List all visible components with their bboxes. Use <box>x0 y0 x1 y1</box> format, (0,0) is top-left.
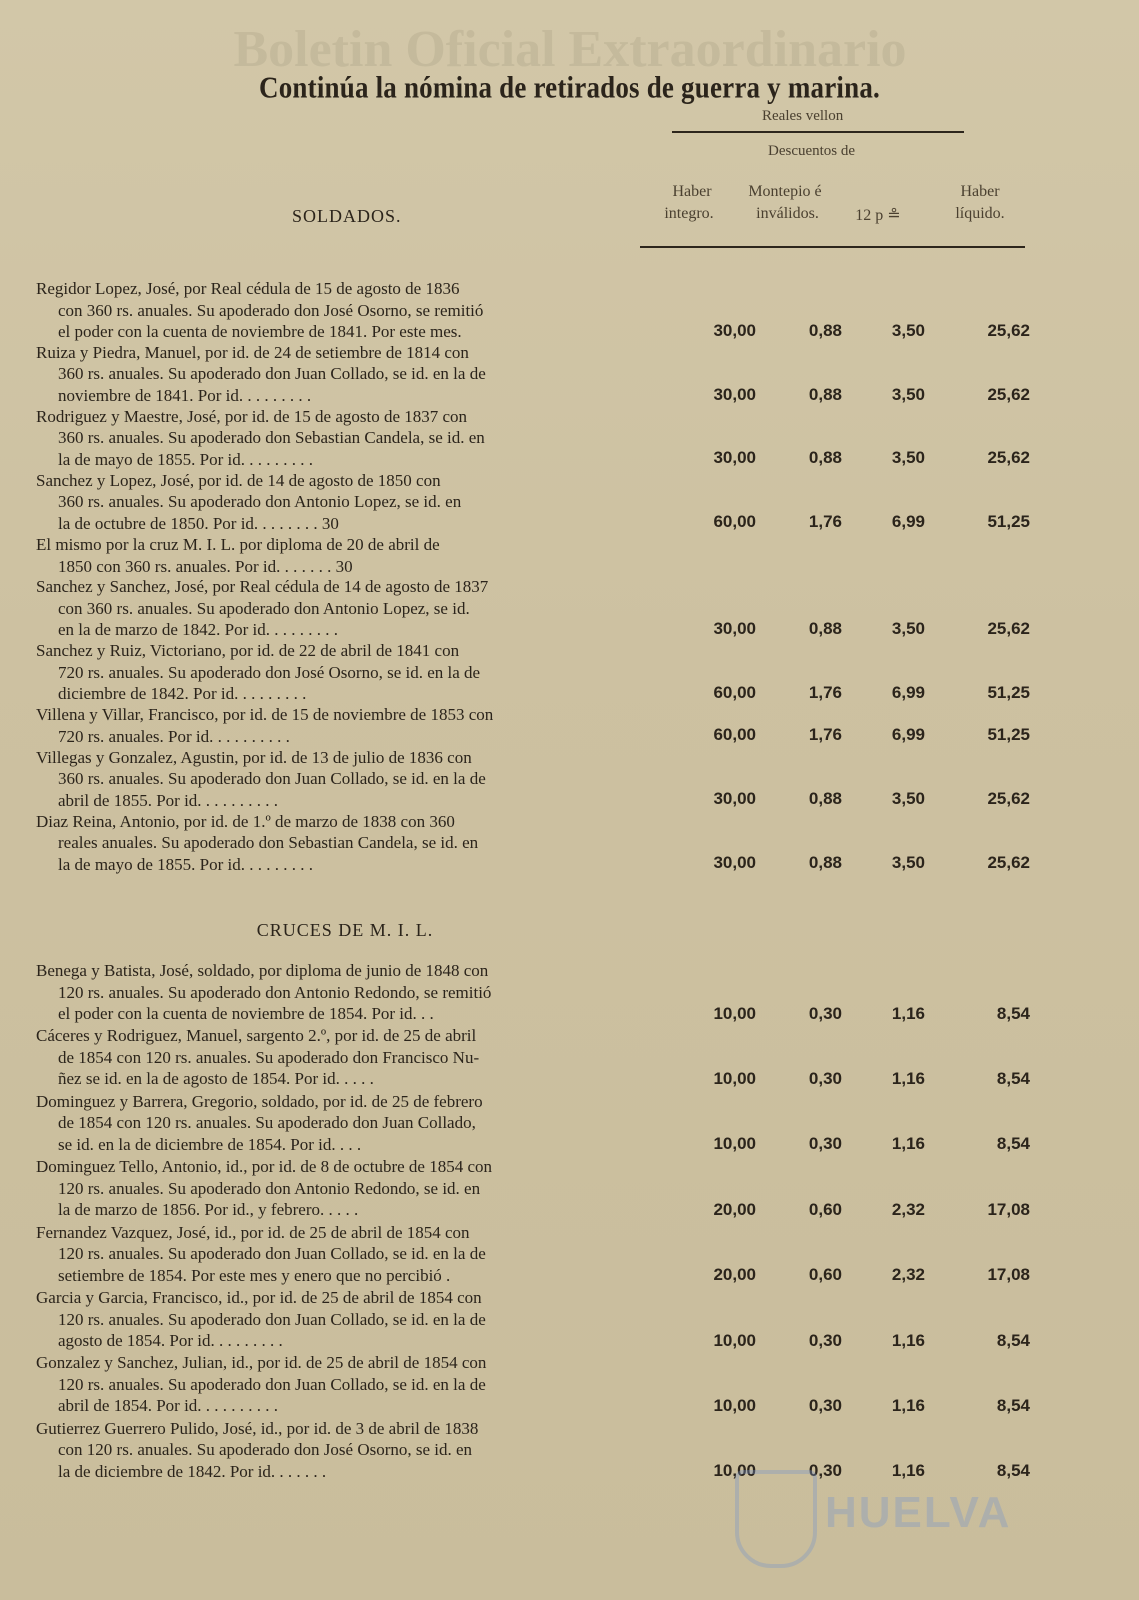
entry-line: 120 rs. anuales. Su apoderado don Juan Collado, se id. en la de <box>58 1374 486 1394</box>
haber-integro-value: 30,00 <box>713 320 756 340</box>
haber-integro-value: 30,00 <box>713 789 756 809</box>
entry-line: la de diciembre de 1842. Por id. . . . . . . <box>58 1461 327 1481</box>
haber-liquido-value: 17,08 <box>987 1199 1030 1219</box>
descuento-12-pct-value: 1,16 <box>891 1330 925 1350</box>
entry-soldados-0 <box>36 278 656 343</box>
entry-line: setiembre de 1854. Por este mes y enero que no percibió . <box>58 1265 451 1285</box>
stamp-word: HUELVA <box>825 1488 1012 1537</box>
header-rule-bottom <box>640 246 1025 248</box>
entry-line: 120 rs. anuales. Su apoderado don Antonio Redondo, se id. en <box>58 1178 481 1198</box>
entry-line: El mismo por la cruz M. I. L. por diploma de 20 de abril de <box>36 535 440 555</box>
haber-integro-value: 60,00 <box>713 682 756 702</box>
montepio-invalidos-value: 0,30 <box>808 1003 842 1023</box>
entry-line: Diaz Reina, Antonio, por id. de 1.º de marzo de 1838 con 360 <box>36 811 455 831</box>
haber-liquido-value: 8,54 <box>996 1396 1030 1415</box>
haber-liquido-value: 51,25 <box>987 512 1030 532</box>
header-col3: 12 p ≗ <box>855 207 901 224</box>
montepio-invalidos-value: 0,30 <box>808 1461 842 1481</box>
haber-integro-value: 60,00 <box>713 512 756 532</box>
haber-integro-value: 60,00 <box>713 725 756 745</box>
entry-line: abril de 1855. Por id. . . . . . . . . . <box>58 790 279 810</box>
entry-cruces-3 <box>36 1156 656 1221</box>
entry-line: se id. en la de diciembre de 1854. Por id. . . . <box>58 1134 362 1154</box>
haber-liquido-value: 25,62 <box>987 320 1030 340</box>
haber-liquido-value: 8,54 <box>996 1134 1030 1154</box>
haber-integro-value: 30,00 <box>713 448 756 468</box>
entry-soldados-4 <box>36 576 656 641</box>
header-descuentos: Descuentos de <box>768 143 856 159</box>
header-rule-top <box>672 131 964 133</box>
entry-cruces-4 <box>36 1222 656 1287</box>
header-col2-line2: inválidos. <box>756 205 819 222</box>
entry-soldados-7 <box>36 747 656 812</box>
entry-line: 360 rs. anuales. Su apoderado don Antonio Lopez, se id. en <box>58 492 462 512</box>
entry-line: noviembre de 1841. Por id. . . . . . . . . <box>58 385 312 405</box>
montepio-invalidos-value: 0,88 <box>808 320 842 340</box>
montepio-invalidos-value: 0,30 <box>808 1330 842 1350</box>
haber-liquido-value: 25,62 <box>987 448 1030 468</box>
descuento-12-pct-value: 3,50 <box>891 789 925 809</box>
entry-line: diciembre de 1842. Por id. . . . . . . . . <box>58 684 307 704</box>
entry-line: la de octubre de 1850. Por id. . . . . . . . 30 <box>58 513 339 533</box>
haber-liquido-value: 8,54 <box>996 1069 1030 1088</box>
entry-line: la de mayo de 1855. Por id. . . . . . . . . <box>58 854 313 874</box>
entry-line: reales anuales. Su apoderado don Sebastian Candela, se id. en <box>58 833 479 852</box>
header-col2-line1: Montepio é <box>748 183 822 200</box>
section-cruces: CRUCES DE M. I. L. <box>256 920 434 940</box>
descuento-12-pct-value: 3,50 <box>891 384 925 404</box>
descuento-12-pct-value: 2,32 <box>891 1265 925 1285</box>
entry-line: 120 rs. anuales. Su apoderado don Juan Collado, se id. en la de <box>58 1309 486 1329</box>
haber-integro-value: 10,00 <box>713 1003 756 1023</box>
bleed-through-heading: Boletin Oficial Extraordinario <box>233 21 907 78</box>
montepio-invalidos-value: 1,76 <box>808 682 842 702</box>
entry-soldados-5 <box>36 640 656 705</box>
haber-integro-value: 10,00 <box>713 1134 756 1154</box>
section-soldados: SOLDADOS. <box>292 206 402 226</box>
entry-cruces-5 <box>36 1287 656 1352</box>
haber-integro-value: 30,00 <box>713 853 756 873</box>
montepio-invalidos-value: 0,60 <box>808 1199 842 1219</box>
entry-line: con 360 rs. anuales. Su apoderado don Antonio Lopez, se id. <box>58 598 470 618</box>
haber-integro-value: 10,00 <box>713 1069 756 1088</box>
entry-line: Dominguez y Barrera, Gregorio, soldado, por id. de 25 de febrero <box>36 1091 483 1111</box>
entry-line: Gutierrez Guerrero Pulido, José, id., por id. de 3 de abril de 1838 <box>36 1418 479 1438</box>
haber-liquido-value: 25,62 <box>987 618 1030 638</box>
haber-integro-value: 10,00 <box>713 1330 756 1350</box>
haber-integro-value: 10,00 <box>713 1461 756 1481</box>
haber-liquido-value: 25,62 <box>987 853 1030 873</box>
descuento-12-pct-value: 1,16 <box>891 1461 925 1481</box>
entry-line: ñez se id. en la de agosto de 1854. Por id. . . . . <box>58 1069 374 1089</box>
entry-line: el poder con la cuenta de noviembre de 1841. Por este mes. <box>58 322 462 341</box>
entry-line: Garcia y Garcia, Francisco, id., por id. de 25 de abril de 1854 con <box>36 1288 482 1307</box>
haber-integro-value: 20,00 <box>713 1265 756 1285</box>
descuento-12-pct-value: 6,99 <box>891 725 925 745</box>
entry-line: Sanchez y Lopez, José, por id. de 14 de agosto de 1850 con <box>36 470 441 490</box>
haber-liquido-value: 25,62 <box>987 384 1030 404</box>
descuento-12-pct-value: 1,16 <box>891 1003 925 1023</box>
haber-integro-value: 30,00 <box>713 384 756 404</box>
entry-line: 360 rs. anuales. Su apoderado don Juan Collado, se id. en la de <box>58 769 486 789</box>
descuento-12-pct-value: 6,99 <box>891 682 925 702</box>
entry-line: agosto de 1854. Por id. . . . . . . . . <box>58 1331 283 1350</box>
montepio-invalidos-value: 0,30 <box>808 1134 842 1154</box>
entry-line: de 1854 con 120 rs. anuales. Su apoderado don Francisco Nu- <box>58 1047 480 1067</box>
montepio-invalidos-value: 0,88 <box>808 853 842 873</box>
haber-liquido-value: 51,25 <box>987 725 1030 745</box>
montepio-invalidos-value: 0,30 <box>808 1396 842 1415</box>
montepio-invalidos-value: 0,88 <box>808 448 842 468</box>
montepio-invalidos-value: 1,76 <box>808 512 842 532</box>
header-reales: Reales vellon <box>762 108 844 124</box>
entry-line: 120 rs. anuales. Su apoderado don Antonio Redondo, se remitió <box>58 982 492 1002</box>
entry-line: 1850 con 360 rs. anuales. Por id. . . . . . . 30 <box>58 556 353 576</box>
entry-line: Villena y Villar, Francisco, por id. de 15 de noviembre de 1853 con <box>36 705 494 724</box>
haber-liquido-value: 8,54 <box>996 1461 1030 1481</box>
header-col4-line1: Haber <box>960 183 1000 200</box>
haber-integro-value: 10,00 <box>713 1396 756 1415</box>
entry-line: Gonzalez y Sanchez, Julian, id., por id. de 25 de abril de 1854 con <box>36 1353 487 1373</box>
entry-cruces-2 <box>36 1091 656 1156</box>
library-stamp <box>735 1470 1065 1570</box>
entry-line: 120 rs. anuales. Su apoderado don Juan Collado, se id. en la de <box>58 1244 486 1264</box>
entry-line: con 360 rs. anuales. Su apoderado don José Osorno, se remitió <box>58 300 484 320</box>
montepio-invalidos-value: 1,76 <box>808 725 842 745</box>
haber-integro-value: 20,00 <box>713 1199 756 1219</box>
entry-line: Cáceres y Rodriguez, Manuel, sargento 2.º, por id. de 25 de abril <box>36 1026 477 1046</box>
entry-line: el poder con la cuenta de noviembre de 1854. Por id. . . <box>58 1004 434 1023</box>
montepio-invalidos-value: 0,30 <box>808 1069 842 1088</box>
header-col1-line2: integro. <box>664 205 714 222</box>
descuento-12-pct-value: 1,16 <box>891 1396 925 1415</box>
entry-soldados-8 <box>36 811 656 876</box>
entry-soldados-1 <box>36 342 656 407</box>
montepio-invalidos-value: 0,60 <box>808 1265 842 1285</box>
entry-line: Regidor Lopez, José, por Real cédula de 15 de agosto de 1836 <box>36 279 460 298</box>
entry-line: la de mayo de 1855. Por id. . . . . . . . . <box>58 449 313 469</box>
descuento-12-pct-value: 3,50 <box>891 618 925 638</box>
header-col1-line1: Haber <box>672 183 712 200</box>
entry-line: Villegas y Gonzalez, Agustin, por id. de 13 de julio de 1836 con <box>36 747 472 767</box>
descuento-12-pct-value: 2,32 <box>891 1199 925 1219</box>
entry-line: la de marzo de 1856. Por id., y febrero. . . . . <box>58 1200 359 1220</box>
page-title: Continúa la nómina de retirados de guerra y marina. <box>259 69 880 105</box>
haber-liquido-value: 8,54 <box>996 1330 1030 1350</box>
montepio-invalidos-value: 0,88 <box>808 384 842 404</box>
haber-liquido-value: 8,54 <box>996 1003 1030 1023</box>
entry-soldados-6 <box>36 704 656 747</box>
entry-line: de 1854 con 120 rs. anuales. Su apoderado don Juan Collado, <box>58 1113 476 1133</box>
montepio-invalidos-value: 0,88 <box>808 618 842 638</box>
descuento-12-pct-value: 3,50 <box>891 853 925 873</box>
entry-cruces-7 <box>36 1418 656 1483</box>
entry-line: Dominguez Tello, Antonio, id., por id. de 8 de octubre de 1854 con <box>36 1157 492 1177</box>
entry-line: Fernandez Vazquez, José, id., por id. de 25 de abril de 1854 con <box>36 1222 470 1242</box>
entry-line: Sanchez y Ruiz, Victoriano, por id. de 22 de abril de 1841 con <box>36 641 460 661</box>
haber-liquido-value: 51,25 <box>987 682 1030 702</box>
descuento-12-pct-value: 6,99 <box>891 512 925 532</box>
entry-line: Benega y Batista, José, soldado, por diploma de junio de 1848 con <box>36 961 489 980</box>
entry-soldados-2 <box>36 406 656 471</box>
descuento-12-pct-value: 1,16 <box>891 1069 925 1088</box>
entry-line: Sanchez y Sanchez, José, por Real cédula de 14 de agosto de 1837 <box>36 577 489 597</box>
montepio-invalidos-value: 0,88 <box>808 789 842 809</box>
entry-line: abril de 1854. Por id. . . . . . . . . . <box>58 1396 279 1416</box>
haber-integro-value: 30,00 <box>713 618 756 638</box>
entry-cruces-0 <box>36 960 656 1025</box>
descuento-12-pct-value: 1,16 <box>891 1134 925 1154</box>
entry-line: con 120 rs. anuales. Su apoderado don José Osorno, se id. en <box>58 1440 473 1460</box>
entry-line: en la de marzo de 1842. Por id. . . . . . . . . <box>58 620 338 640</box>
haber-liquido-value: 17,08 <box>987 1265 1030 1285</box>
entry-line: Ruiza y Piedra, Manuel, por id. de 24 de setiembre de 1814 con <box>36 342 469 362</box>
descuento-12-pct-value: 3,50 <box>891 320 925 340</box>
entry-cruces-6 <box>36 1352 656 1417</box>
entry-soldados-3 <box>36 470 656 578</box>
haber-liquido-value: 25,62 <box>987 789 1030 809</box>
entry-line: Rodriguez y Maestre, José, por id. de 15 de agosto de 1837 con <box>36 406 468 426</box>
header-col4-line2: líquido. <box>955 205 1005 222</box>
entry-line: 720 rs. anuales. Su apoderado don José Osorno, se id. en la de <box>58 662 481 682</box>
entry-cruces-1 <box>36 1025 656 1090</box>
entry-line: 720 rs. anuales. Por id. . . . . . . . . . <box>58 726 290 746</box>
coat-of-arms-icon <box>735 1470 817 1568</box>
entry-line: 360 rs. anuales. Su apoderado don Sebastian Candela, se id. en <box>58 428 485 448</box>
descuento-12-pct-value: 3,50 <box>891 448 925 468</box>
entry-line: 360 rs. anuales. Su apoderado don Juan Collado, se id. en la de <box>58 364 486 384</box>
